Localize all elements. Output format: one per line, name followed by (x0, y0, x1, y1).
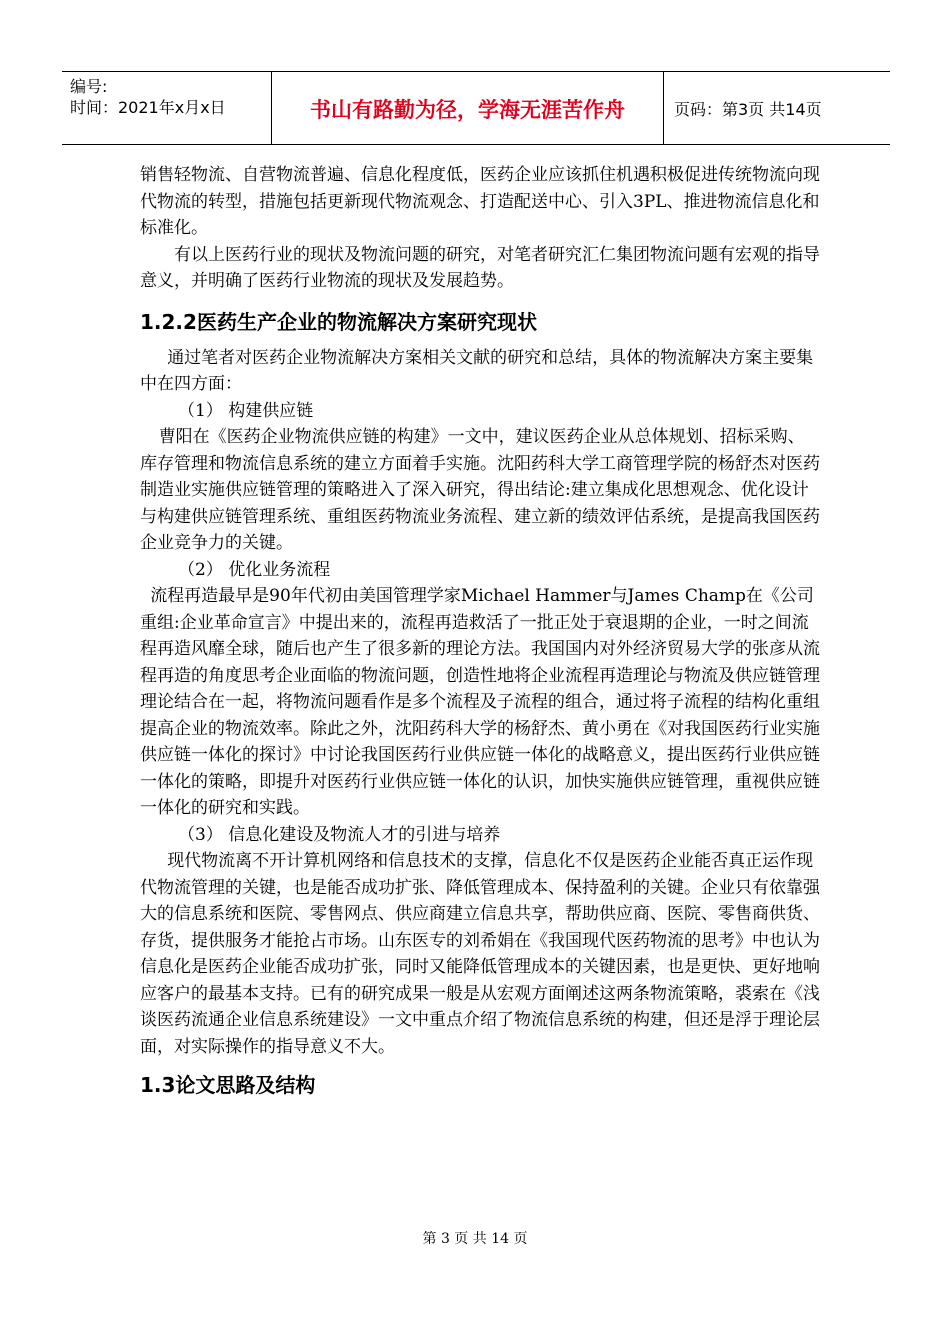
list-item: （3） 信息化建设及物流人才的引进与培养 (178, 824, 501, 845)
list-item: （2） 优化业务流程 (178, 559, 331, 580)
header-number-label: 编号: (70, 77, 108, 96)
paragraph: 有以上医药行业的现状及物流问题的研究，对笔者研究汇仁集团物流问题有宏观的指导意义，并明确了医药行业物流的现状及发展趋势。 (140, 244, 820, 291)
paragraph: 现代物流离不开计算机网络和信息技术的支撑，信息化不仅是医药企业能否真正运作现代物流管理的关键，也是能否成功扩张、降低管理成本、保持盈利的关键。企业只有依靠强大的信息系统和医院、零售网点、供应商建立信息共享，帮助供应商、医院、零售商供货、存货，提供服务才能抢占市场。山东医专的刘希娟在《我国现代医药物流的思考》中也认为信息化是医药企业能否成功扩张，同时又能降低管理成本的关键因素，也是更快、更好地响应客户的最基本支持。已有的研究成果一般是从宏观方面阐述这两条物流策略，裘索在《浅谈医药流通企业信息系统建设》一文中重点介绍了物流信息系统的构建，但还是浮于理论层面，对实际操作的指导意义不大。 (140, 851, 820, 1057)
header-meta (70, 76, 226, 118)
header-page-label: 页码：第3页 共14页 (674, 100, 822, 119)
list-item: （1） 构建供应链 (178, 400, 314, 421)
paragraph: 通过笔者对医药企业物流解决方案相关文献的研究和总结，具体的物流解决方案主要集中在四方面： (140, 347, 814, 394)
section-heading: 1.3论文思路及结构 (140, 1073, 316, 1097)
paragraph: 流程再造最早是90年代初由美国管理学家Michael Hammer与James Champ在《公司重组:企业革命宣言》中提出来的，流程再造救活了一批正处于衰退期的企业，一时之间流程再造风靡全球，随后也产生了很多新的理论方法。我国国内对外经济贸易大学的张彦从流程再造的角度思考企业面临的物流问题，创造性地将企业流程再造理论与物流及供应链管理理论结合在一起，将物流问题看作是多个流程及子流程的组合，通过将子流程的结构化重组提高企业的物流效率。除此之外，沈阳药科大学的杨舒杰、黄小勇在《对我国医药行业实施供应链一体化的探讨》中讨论我国医药行业供应链一体化的战略意义，提出医药行业供应链一体化的策略，即提升对医药行业供应链一体化的认识，加快实施供应链管理，重视供应链一体化的研究和实践。 (140, 586, 820, 818)
paragraph: 销售轻物流、自营物流普遍、信息化程度低，医药企业应该抓住机遇积极促进传统物流向现代物流的转型，措施包括更新现代物流观念、打造配送中心、引入3PL、推进物流信息化和标准化。 (140, 165, 820, 238)
section-heading: 1.2.2医药生产企业的物流解决方案研究现状 (140, 309, 537, 334)
header-divider (663, 72, 664, 144)
page-header (62, 71, 890, 145)
header-time-label: 时间：2021年x月x日 (70, 98, 226, 117)
header-motto: 书山有路勤为径，学海无涯苦作舟 (310, 98, 625, 122)
page-footer: 第 3 页 共 14 页 (422, 1231, 528, 1247)
paragraph: 曹阳在《医药企业物流供应链的构建》一文中，建议医药企业从总体规划、招标采购、库存管理和物流信息系统的建立方面着手实施。沈阳药科大学工商管理学院的杨舒杰对医药制造业实施供应链管理的策略进入了深入研究，得出结论:建立集成化思想观念、优化设计与构建供应链管理系统、重组医药物流业务流程、建立新的绩效评估系统，是提高我国医药企业竞争力的关键。 (140, 427, 820, 553)
document-body (140, 162, 820, 1108)
